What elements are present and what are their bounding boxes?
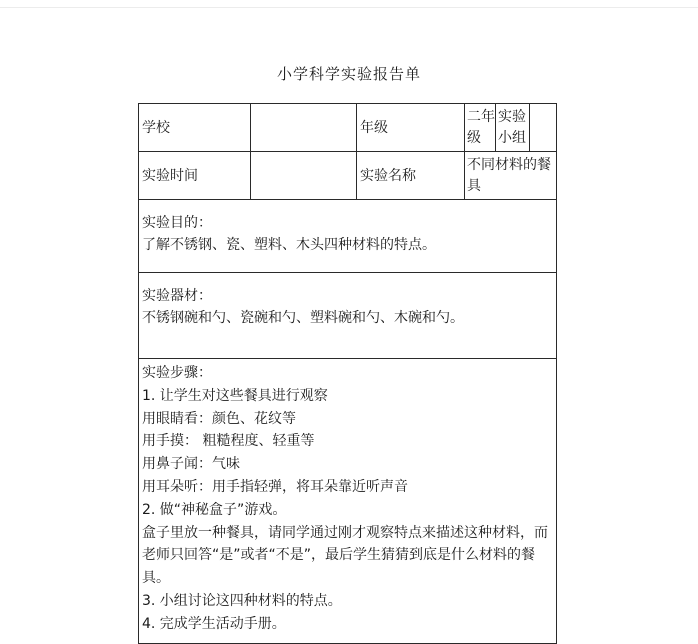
school-value [251, 104, 357, 152]
school-label: 学校 [139, 104, 251, 152]
time-label: 实验时间 [139, 152, 251, 200]
group-value [530, 104, 557, 152]
step-paragraph: 盒子里放一种餐具，请同学通过刚才观察特点来描述这种材料，而老师只回答“是”或者“不是”，最后学生猜猜到底是什么材料的餐具。 [142, 524, 548, 587]
materials-cell [139, 273, 557, 359]
steps-row [139, 359, 557, 644]
grade-value: 二年级 [465, 104, 496, 152]
steps-heading: 实验步骤： [142, 365, 212, 381]
materials-row [139, 273, 557, 359]
group-label: 实验小组 [496, 104, 530, 152]
step-line: 用耳朵听：用手指轻弹，将耳朵靠近听声音 [142, 478, 408, 495]
step-line: 用眼睛看：颜色、花纹等 [142, 410, 296, 427]
experiment-name-label: 实验名称 [357, 152, 465, 200]
report-title: 小学科学实验报告单 [276, 65, 421, 83]
materials-heading: 实验器材： [142, 288, 212, 304]
purpose-text: 了解不锈钢、瓷、塑料、木头四种材料的特点。 [142, 237, 436, 253]
purpose-row [139, 200, 557, 273]
top-divider [0, 7, 698, 8]
purpose-cell [139, 200, 557, 273]
step-line: 用手摸： 粗糙程度、轻重等 [142, 433, 315, 450]
step-line: 用鼻子闻：气味 [142, 456, 240, 473]
step-line: 4. 完成学生活动手册。 [142, 615, 286, 632]
time-value [251, 152, 357, 200]
materials-text: 不锈钢碗和勺、瓷碗和勺、塑料碗和勺、木碗和勺。 [142, 310, 464, 326]
experiment-name-value: 不同材料的餐具 [465, 152, 557, 200]
header-row [139, 104, 557, 152]
step-line: 2. 做“神秘盒子”游戏。 [142, 501, 287, 518]
purpose-heading: 实验目的： [142, 215, 212, 231]
grade-label: 年级 [357, 104, 465, 152]
step-line: 3. 小组讨论这四种材料的特点。 [142, 592, 342, 609]
experiment-report-table [138, 103, 557, 644]
step-line: 1. 让学生对这些餐具进行观察 [142, 387, 328, 404]
time-row [139, 152, 557, 200]
steps-cell [139, 359, 557, 644]
